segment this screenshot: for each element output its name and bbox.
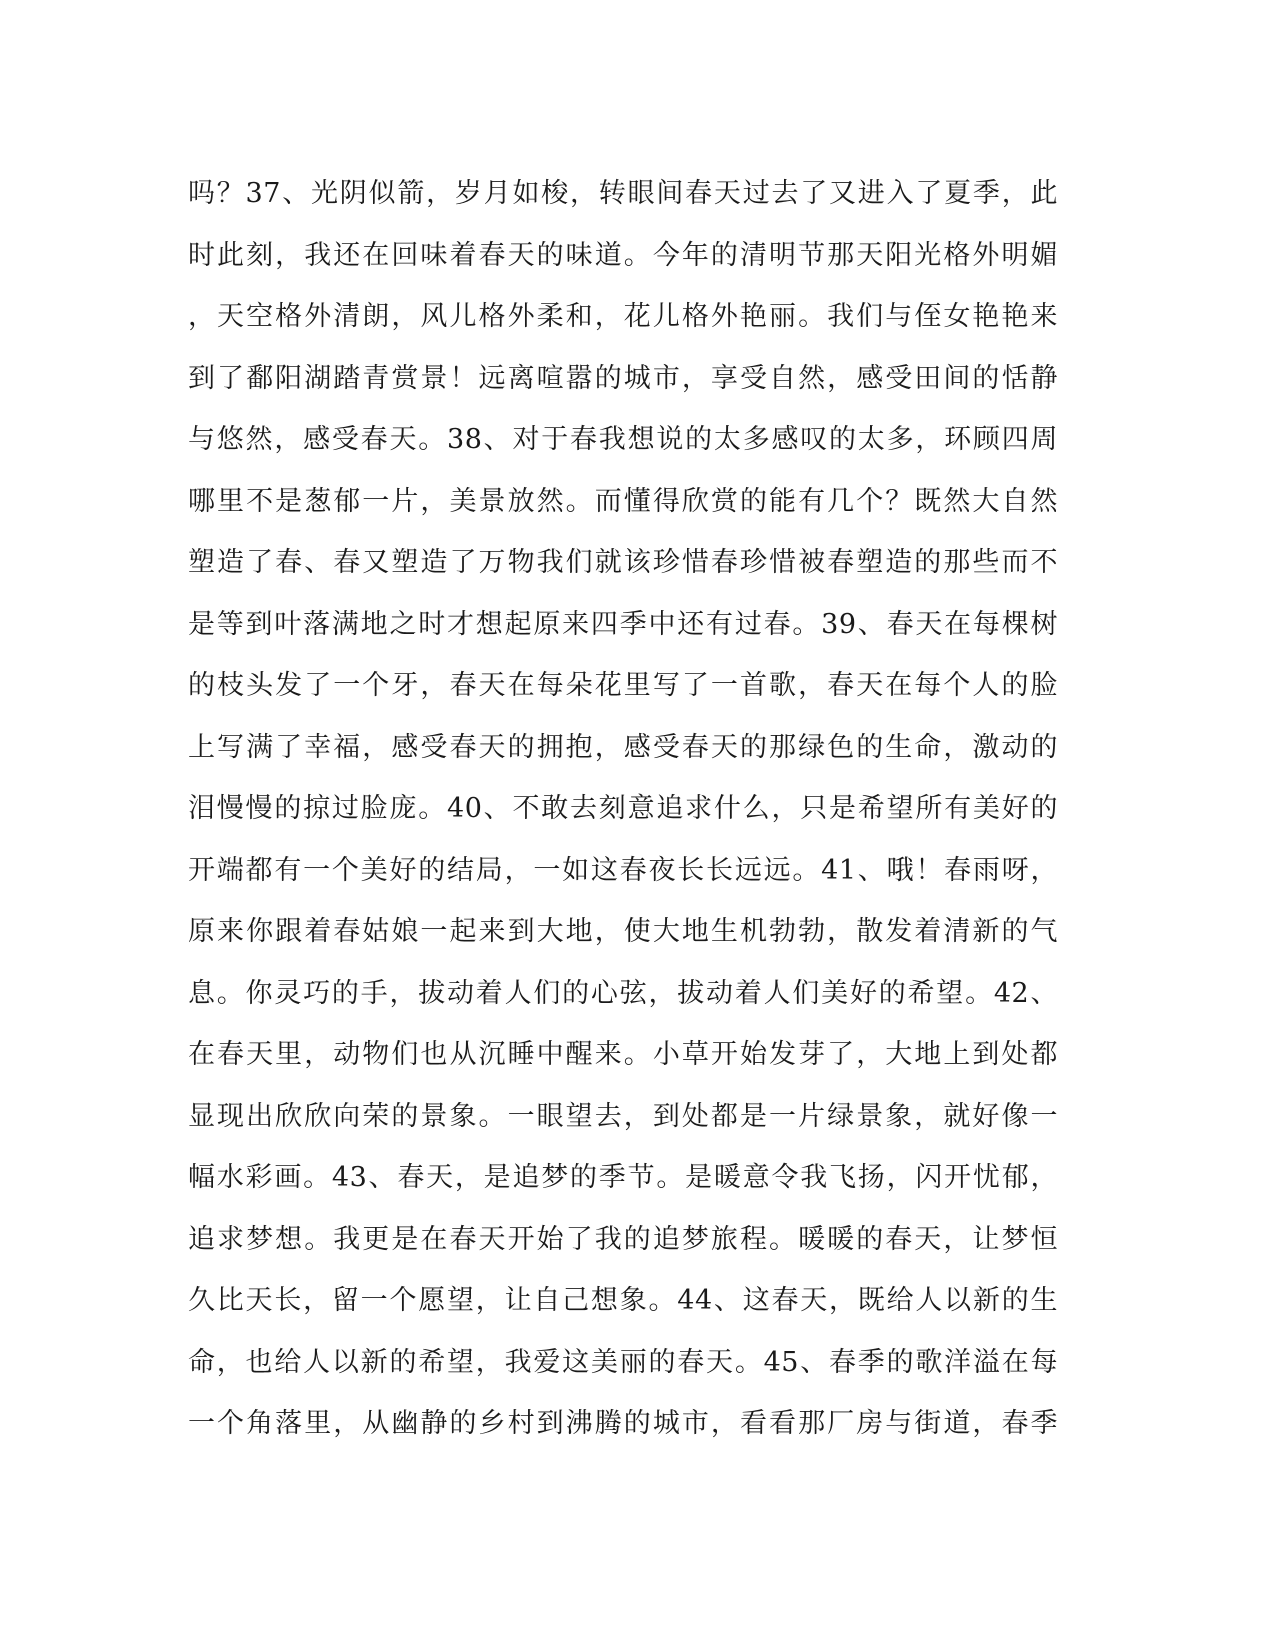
- text-line: 在春天里，动物们也从沉睡中醒来。小草开始发芽了，大地上到处都: [188, 1039, 1058, 1070]
- text-line: 是等到叶落满地之时才想起原来四季中还有过春。39、春天在每棵树: [188, 608, 1058, 640]
- text-line: 追求梦想。我更是在春天开始了我的追梦旅程。暖暖的春天，让梦恒: [188, 1223, 1058, 1255]
- text-line: 的枝头发了一个牙，春天在每朵花里写了一首歌，春天在每个人的脸: [188, 670, 1058, 701]
- text-line: 命，也给人以新的希望，我爱这美丽的春天。45、春季的歌洋溢在每: [188, 1346, 1058, 1378]
- text-line: 泪慢慢的掠过脸庞。40、不敢去刻意追求什么，只是希望所有美好的: [188, 793, 1058, 824]
- body-text: [188, 163, 1058, 1455]
- text-line: 与悠然，感受春天。38、对于春我想说的太多感叹的太多，环顾四周: [188, 424, 1058, 455]
- text-line: 显现出欣欣向荣的景象。一眼望去，到处都是一片绿景象，就好像一: [188, 1100, 1058, 1132]
- text-line: 哪里不是葱郁一片，美景放然。而懂得欣赏的能有几个？既然大自然: [188, 485, 1058, 517]
- text-line: 一个角落里，从幽静的乡村到沸腾的城市，看看那厂房与街道，春季: [188, 1408, 1058, 1439]
- text-line: 时此刻，我还在回味着春天的味道。今年的清明节那天阳光格外明媚: [188, 239, 1058, 271]
- text-line: 塑造了春、春又塑造了万物我们就该珍惜春珍惜被春塑造的那些而不: [188, 547, 1058, 578]
- text-line: 吗？37、光阴似箭，岁月如梭，转眼间春天过去了又进入了夏季，此: [188, 178, 1058, 209]
- text-line: 原来你跟着春姑娘一起来到大地，使大地生机勃勃，散发着清新的气: [188, 916, 1058, 947]
- text-line: 上写满了幸福，感受春天的拥抱，感受春天的那绿色的生命，激动的: [188, 731, 1058, 763]
- text-line: ，天空格外清朗，风儿格外柔和，花儿格外艳丽。我们与侄女艳艳来: [188, 301, 1058, 332]
- text-line: 开端都有一个美好的结局，一如这春夜长长远远。41、哦！春雨呀，: [188, 854, 1058, 886]
- text-line: 到了鄱阳湖踏青赏景！远离喧嚣的城市，享受自然，感受田间的恬静: [188, 362, 1058, 394]
- text-line: 息。你灵巧的手，拔动着人们的心弦，拔动着人们美好的希望。42、: [188, 977, 1058, 1009]
- text-line: 幅水彩画。43、春天，是追梦的季节。是暖意令我飞扬，闪开忧郁，: [188, 1162, 1058, 1193]
- text-line: 久比天长，留一个愿望，让自己想象。44、这春天，既给人以新的生: [188, 1285, 1058, 1316]
